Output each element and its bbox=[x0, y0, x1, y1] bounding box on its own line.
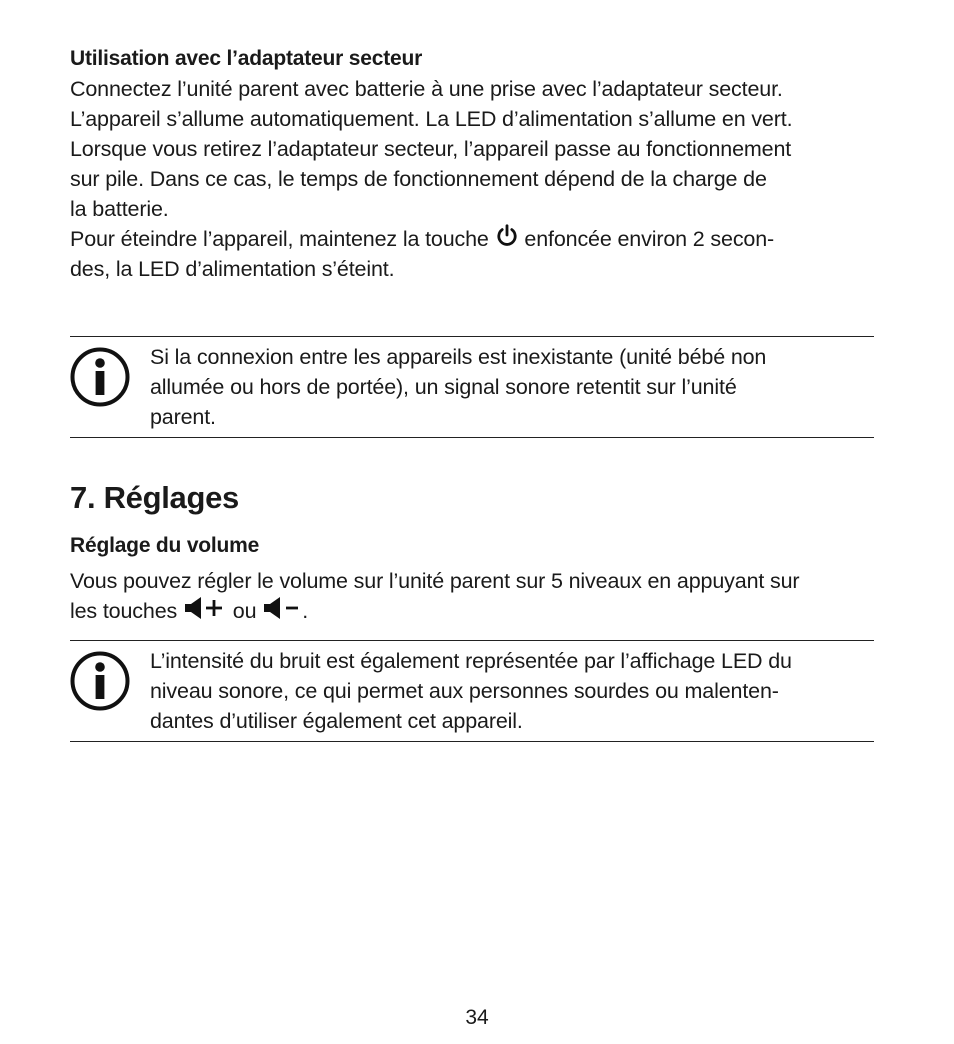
power-off-line-2: des, la LED d’alimentation s’éteint. bbox=[70, 257, 395, 281]
adapter-heading: Utilisation avec l’adaptateur secteur bbox=[70, 47, 423, 70]
note1-line-2: allumée ou hors de portée), un signal sonore retentit sur l’unité bbox=[150, 375, 737, 399]
page-number: 34 bbox=[465, 1006, 489, 1029]
volume-up-icon bbox=[183, 596, 227, 620]
volume-subheading: Réglage du volume bbox=[70, 534, 260, 557]
note1-line-1: Si la connexion entre les appareils est inexistante (unité bébé non bbox=[150, 345, 767, 369]
volume-text-before: les touches bbox=[70, 599, 178, 623]
volume-text-ou: ou bbox=[232, 599, 257, 623]
info-note-connection bbox=[70, 336, 874, 438]
note1-line-3: parent. bbox=[150, 405, 216, 429]
volume-down-icon bbox=[262, 596, 302, 620]
info-icon bbox=[70, 347, 130, 407]
adapter-line-1: Connectez l’unité parent avec batterie à une prise avec l’adaptateur secteur. bbox=[70, 77, 783, 101]
adapter-line-4: sur pile. Dans ce cas, le temps de fonctionnement dépend de la charge de bbox=[70, 167, 767, 191]
info-note-noise-text bbox=[150, 646, 874, 736]
volume-text-end: . bbox=[302, 599, 309, 623]
power-text-before: Pour éteindre l’appareil, maintenez la touche bbox=[70, 227, 489, 251]
page-content bbox=[70, 44, 886, 742]
adapter-line-2: L’appareil s’allume automatiquement. La LED d’alimentation s’allume en vert. bbox=[70, 107, 793, 131]
power-text-after: enfoncée environ 2 secon- bbox=[524, 227, 775, 251]
adapter-line-3: Lorsque vous retirez l’adaptateur secteur, l’appareil passe au fonctionnement bbox=[70, 137, 792, 161]
note2-line-3: dantes d’utiliser également cet appareil. bbox=[150, 709, 523, 733]
note2-line-2: niveau sonore, ce qui permet aux personnes sourdes ou malenten- bbox=[150, 679, 779, 703]
volume-line-2 bbox=[70, 596, 886, 626]
info-note-noise bbox=[70, 640, 874, 742]
power-off-line bbox=[70, 224, 886, 254]
info-icon bbox=[70, 651, 130, 711]
power-icon bbox=[495, 224, 519, 248]
info-note-connection-text bbox=[150, 342, 874, 432]
volume-line-1: Vous pouvez régler le volume sur l’unité parent sur 5 niveaux en appuyant sur bbox=[70, 569, 800, 593]
section-title: 7. Réglages bbox=[70, 480, 240, 515]
adapter-line-5: la batterie. bbox=[70, 197, 169, 221]
note2-line-1: L’intensité du bruit est également représentée par l’affichage LED du bbox=[150, 649, 792, 673]
